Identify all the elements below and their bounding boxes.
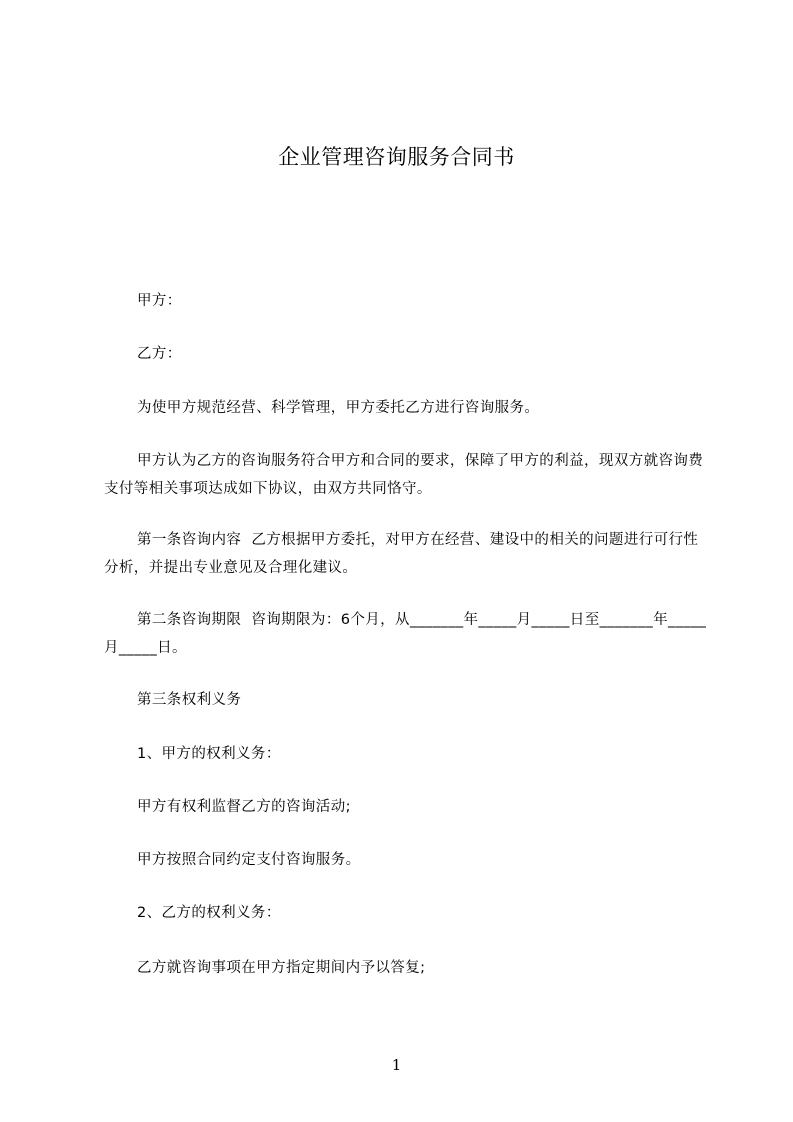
party-b-line: 乙方： [137,346,182,362]
page-number: 1 [391,1056,402,1074]
party-b-rights-heading: 2、乙方的权利义务： [137,905,281,921]
article-three-heading: 第三条权利义务 [137,692,242,708]
party-a-right-item: 甲方有权利监督乙方的咨询活动; [137,799,351,815]
party-a-rights-heading: 1、甲方的权利义务： [137,746,281,762]
article-two-paragraph: 第二条咨询期限 咨询期限为：6个月，从_______年_____月_____日至_______年_____月_____日。 [104,612,707,656]
party-b-duty-item: 乙方就咨询事项在甲方指定期间内予以答复; [137,960,426,976]
purpose-paragraph: 为使甲方规范经营、科学管理，甲方委托乙方进行咨询服务。 [137,400,540,416]
article-one-paragraph: 第一条咨询内容 乙方根据甲方委托，对甲方在经营、建设中的相关的问题进行可行性分析，并提出专业意见及合理化建议。 [104,532,699,576]
party-a-duty-item: 甲方按照合同约定支付咨询服务。 [137,852,361,868]
document-title: 企业管理咨询服务合同书 [278,145,515,169]
party-a-line: 甲方： [137,293,182,309]
agreement-paragraph: 甲方认为乙方的咨询服务符合甲方和合同的要求，保障了甲方的利益，现双方就咨询费支付等相关事项达成如下协议，由双方共同恪守。 [104,453,704,497]
